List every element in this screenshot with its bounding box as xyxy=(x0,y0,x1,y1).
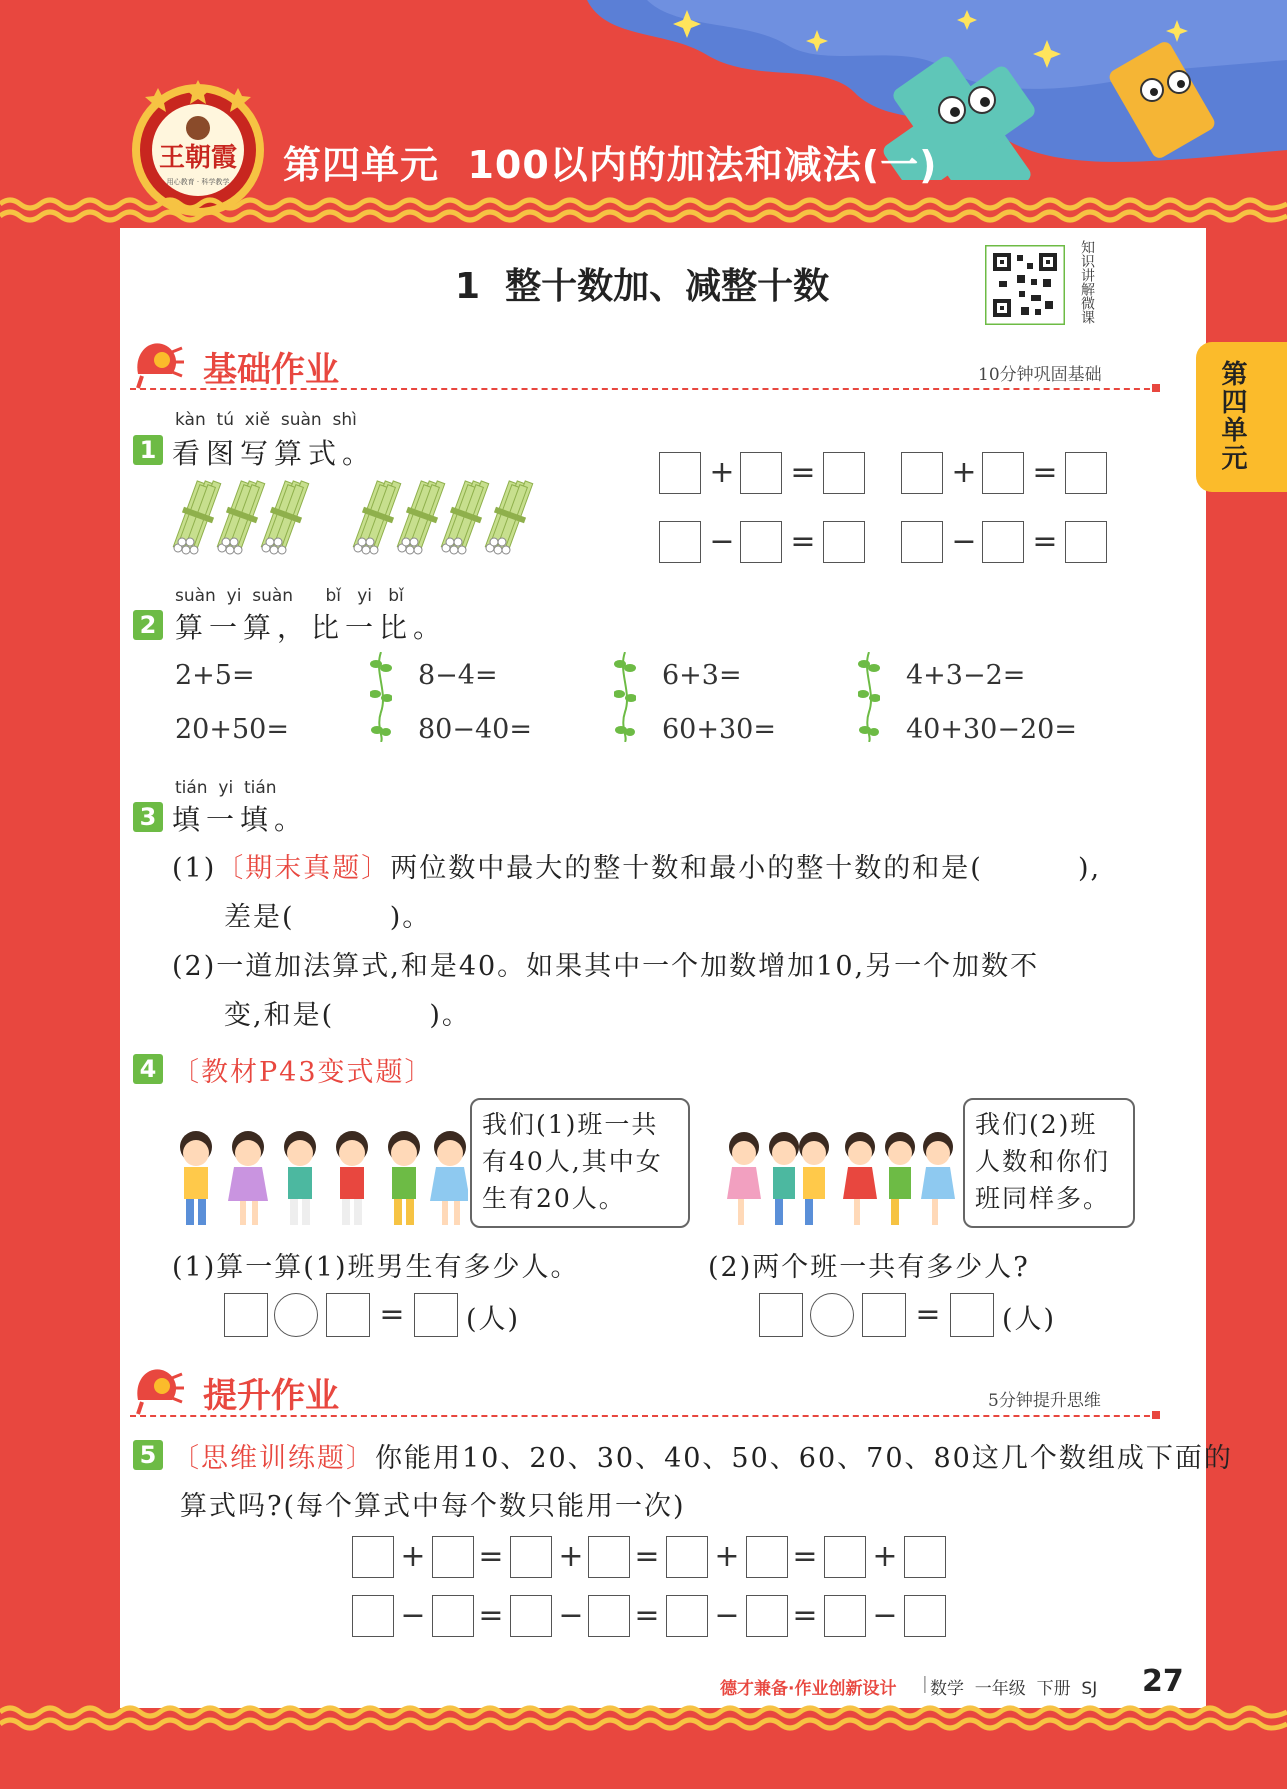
answer-box[interactable] xyxy=(432,1595,474,1637)
answer-box[interactable] xyxy=(659,452,701,494)
stick-bundles-image xyxy=(170,478,550,560)
q4-sub1: (1)算一算(1)班男生有多少人。 xyxy=(172,1252,580,1283)
answer-box[interactable] xyxy=(666,1536,708,1578)
bell-icon xyxy=(128,334,184,390)
section-divider xyxy=(130,1415,1160,1417)
vine-decoration-icon xyxy=(614,652,636,742)
answer-box[interactable] xyxy=(823,452,865,494)
answer-box[interactable] xyxy=(326,1293,370,1337)
operator-circle[interactable] xyxy=(274,1293,318,1337)
calc-item: 2+5= xyxy=(175,660,255,691)
thinking-tag: 〔思维训练题〕 xyxy=(172,1443,375,1474)
equals-sign: = xyxy=(634,1598,660,1633)
answer-box[interactable] xyxy=(588,1536,630,1578)
equals-sign: = xyxy=(790,455,816,490)
wave-border-bottom xyxy=(0,1700,1287,1740)
answer-box[interactable] xyxy=(740,452,782,494)
q5-line2: 算式吗?(每个算式中每个数只能用一次) xyxy=(180,1491,686,1522)
answer-box[interactable] xyxy=(901,452,943,494)
operator-circle[interactable] xyxy=(810,1293,854,1337)
unit-label: (人) xyxy=(466,1304,521,1335)
answer-box[interactable] xyxy=(862,1293,906,1337)
answer-box[interactable] xyxy=(824,1536,866,1578)
minus-sign: − xyxy=(400,1598,426,1633)
answer-box[interactable] xyxy=(746,1536,788,1578)
answer-box[interactable] xyxy=(982,452,1024,494)
class1-students-image xyxy=(168,1125,468,1230)
calc-item: 40+30−20= xyxy=(906,714,1077,745)
answer-box[interactable] xyxy=(904,1595,946,1637)
unit-label: (人) xyxy=(1002,1304,1057,1335)
equals-sign: = xyxy=(792,1539,818,1574)
minus-sign: − xyxy=(558,1598,584,1633)
answer-box[interactable] xyxy=(432,1536,474,1578)
calc-item: 20+50= xyxy=(175,714,289,745)
equals-sign: = xyxy=(790,524,816,559)
footer-info: 数学 一年级 下册 SJ xyxy=(930,1679,1098,1699)
answer-box[interactable] xyxy=(823,521,865,563)
answer-box[interactable] xyxy=(904,1536,946,1578)
section-title-basic: 基础作业 xyxy=(203,350,339,390)
footer-separator: | xyxy=(922,1674,928,1694)
equals-sign: = xyxy=(1032,524,1058,559)
class2-students-image xyxy=(720,1125,960,1230)
answer-box[interactable] xyxy=(352,1536,394,1578)
q3-number: 3 xyxy=(133,802,163,832)
answer-box[interactable] xyxy=(224,1293,268,1337)
speech-bubble-class1: 我们(1)班一共 有40人,其中女 生有20人。 xyxy=(470,1098,690,1228)
page-number: 27 xyxy=(1142,1664,1184,1699)
logo-text: 王朝霞 xyxy=(158,143,238,173)
answer-box[interactable] xyxy=(740,521,782,563)
calc-item: 4+3−2= xyxy=(906,660,1026,691)
plus-sign: + xyxy=(709,455,735,490)
unit-side-tab[interactable]: 第四单元 xyxy=(1196,342,1287,492)
vine-decoration-icon xyxy=(370,652,392,742)
q2-number: 2 xyxy=(133,610,163,640)
footer-brand: 德才兼备·作业创新设计 xyxy=(720,1679,897,1699)
q4-sub2: (2)两个班一共有多少人? xyxy=(708,1252,1030,1283)
exam-tag: 〔期末真题〕 xyxy=(216,853,391,884)
calc-item: 80−40= xyxy=(418,714,532,745)
q3-part2-line1: (2)一道加法算式,和是40。如果其中一个加数增加10,另一个加数不 xyxy=(172,951,1040,982)
q3-part1-line1: (1)〔期末真题〕两位数中最大的整十数和最小的整十数的和是( ), xyxy=(172,853,1102,884)
calc-item: 8−4= xyxy=(418,660,498,691)
answer-box[interactable] xyxy=(510,1595,552,1637)
plus-sign: + xyxy=(872,1539,898,1574)
equals-sign: = xyxy=(1032,455,1058,490)
q3-text: 填一填。 xyxy=(172,803,309,836)
q2-pinyin: suàn yi suàn bǐ yi bǐ xyxy=(175,586,404,606)
section-note-basic: 10分钟巩固基础 xyxy=(978,365,1102,385)
answer-box[interactable] xyxy=(414,1293,458,1337)
equals-sign: = xyxy=(379,1297,405,1332)
answer-box[interactable] xyxy=(1065,452,1107,494)
q3-part2-line2: 变,和是( )。 xyxy=(224,1000,471,1031)
divider-end xyxy=(1152,384,1160,392)
equals-sign: = xyxy=(792,1598,818,1633)
plus-sign: + xyxy=(400,1539,426,1574)
minus-sign: − xyxy=(709,524,735,559)
answer-box[interactable] xyxy=(1065,521,1107,563)
minus-sign: − xyxy=(951,524,977,559)
q5-number: 5 xyxy=(133,1440,163,1470)
q4-number: 4 xyxy=(133,1054,163,1084)
speech-bubble-class2: 我们(2)班 人数和你们 班同样多。 xyxy=(963,1098,1135,1228)
equals-sign: = xyxy=(478,1598,504,1633)
answer-box[interactable] xyxy=(666,1595,708,1637)
section-title-advanced: 提升作业 xyxy=(203,1376,339,1416)
answer-box[interactable] xyxy=(824,1595,866,1637)
equals-sign: = xyxy=(915,1297,941,1332)
answer-box[interactable] xyxy=(659,521,701,563)
q3-pinyin: tián yi tián xyxy=(175,778,277,798)
q3-part1-line2: 差是( )。 xyxy=(224,902,432,933)
textbook-tag: 〔教材P43变式题〕 xyxy=(172,1057,434,1088)
equals-sign: = xyxy=(634,1539,660,1574)
answer-box[interactable] xyxy=(901,521,943,563)
q1-text: 看图写算式。 xyxy=(172,437,377,470)
calc-item: 6+3= xyxy=(662,660,742,691)
divider-end xyxy=(1152,1411,1160,1419)
q1-number: 1 xyxy=(133,435,163,465)
lesson-title: 1 整十数加、减整十数 xyxy=(455,266,830,307)
calc-item: 60+30= xyxy=(662,714,776,745)
svg-text:用心教育 · 科学教学: 用心教育 · 科学教学 xyxy=(166,178,230,186)
plus-sign: + xyxy=(951,455,977,490)
answer-box[interactable] xyxy=(759,1293,803,1337)
section-note-advanced: 5分钟提升思维 xyxy=(988,1391,1101,1411)
answer-box[interactable] xyxy=(950,1293,994,1337)
minus-sign: − xyxy=(872,1598,898,1633)
answer-box[interactable] xyxy=(352,1595,394,1637)
q5-line1: 〔思维训练题〕你能用10、20、30、40、50、60、70、80这几个数组成下面的 xyxy=(172,1443,1233,1474)
q2-text: 算一算，比一比。 xyxy=(175,611,448,644)
vine-decoration-icon xyxy=(858,652,880,742)
qr-label: 知识讲解微课 xyxy=(1079,240,1095,324)
answer-box[interactable] xyxy=(982,521,1024,563)
plus-sign: + xyxy=(714,1539,740,1574)
answer-box[interactable] xyxy=(588,1595,630,1637)
minus-sign: − xyxy=(714,1598,740,1633)
answer-box[interactable] xyxy=(746,1595,788,1637)
answer-box[interactable] xyxy=(510,1536,552,1578)
plus-sign: + xyxy=(558,1539,584,1574)
equals-sign: = xyxy=(478,1539,504,1574)
q1-pinyin: kàn tú xiě suàn shì xyxy=(175,410,357,430)
section-divider xyxy=(130,388,1160,390)
unit-title: 第四单元 100以内的加法和减法(一) xyxy=(283,143,938,187)
bell-icon xyxy=(128,1360,184,1416)
qr-code-icon[interactable] xyxy=(985,245,1065,325)
